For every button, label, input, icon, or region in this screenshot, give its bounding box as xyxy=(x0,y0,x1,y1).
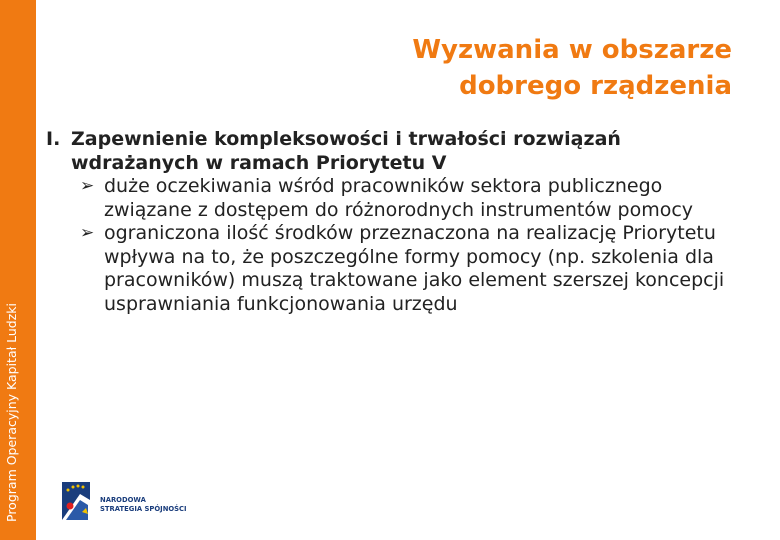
nss-logo-icon xyxy=(58,472,98,528)
logo-line-1: NARODOWA xyxy=(100,496,146,504)
title-line-2: dobrego rządzenia xyxy=(459,71,732,101)
title-line-1: Wyzwania w obszarze xyxy=(412,35,732,65)
slide-content xyxy=(46,128,746,316)
arrow-bullet-icon: ➢ xyxy=(80,176,95,196)
bullet-text: duże oczekiwania wśród pracowników sektora publicznego związane z dostępem do różnorodnych instrumentów pomocy xyxy=(104,175,694,221)
bullet-text: ograniczona ilość środków przeznaczona na realizację Priorytetu wpływa na to, że poszczególne formy pomocy (np. szkolenia dla pracowników) muszą traktowane jako element szerszej koncepcji usprawniania funkcjonowania urzędu xyxy=(104,222,725,315)
nss-logo-text xyxy=(100,496,187,514)
heading-number: I. xyxy=(46,128,61,150)
heading-text: Zapewnienie kompleksowości i trwałości rozwiązań wdrażanych w ramach Priorytetu V xyxy=(71,128,621,174)
program-name-vertical: Program Operacyjny Kapitał Ludzki xyxy=(4,302,19,522)
nss-logo xyxy=(56,470,187,530)
arrow-bullet-icon: ➢ xyxy=(80,223,95,243)
section-heading xyxy=(46,128,746,175)
logo-line-2: STRATEGIA SPÓJNOŚCI xyxy=(100,505,187,513)
bullet-item xyxy=(46,222,746,316)
slide-title xyxy=(312,32,732,104)
bullet-item xyxy=(46,175,746,222)
